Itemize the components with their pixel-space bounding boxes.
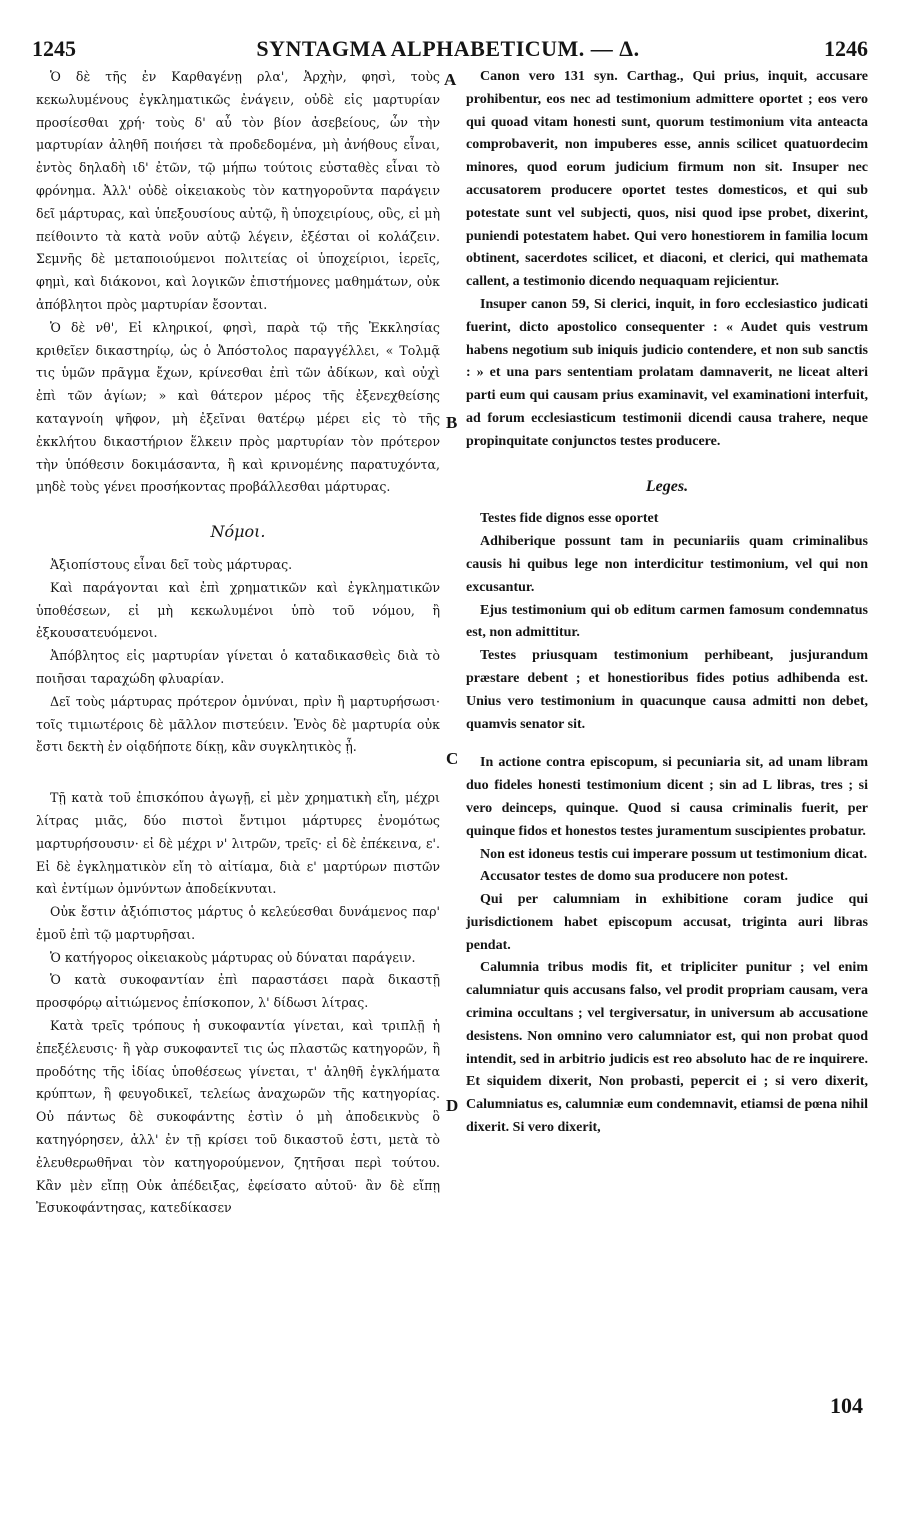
margin-letter-c: C xyxy=(446,749,459,768)
greek-paragraph-canon-59: Ὁ δὲ νθ', Εἰ κληρικοί, φησὶ, παρὰ τῷ τῆς Ἐκκλησίας κριθεῖεν δικαστηρίῳ, ὡς ὁ Ἀπόστολος παραγγέλλει, « Τολμᾷ τις ὑμῶν πρᾶγμα ἔχων, κρίνεσθαι ἐπὶ τῶν ἀδίκων, καὶ οὐχὶ ἐπὶ τῶν ἁγίων; » καὶ θάτερον μέρος τῆς ἐξενεχθείσης καταγνοίη ψῆφον, μὴ ἐξεῖναι θατέρῳ μέρει εἰς τὸ τῆς ἐκκλήτου δικαστήριον ἕλκειν πρὸς μαρτυρίαν τὸν πρότερον τὴν ὑπόθεσιν δοκιμάσαντα, ἢ καὶ κρινομένης παρατυχόντα, μηδὲ τοὺς γένει προσήκοντας προβάλλεσθαι μάρτυρας. xyxy=(36,319,440,495)
greek-column xyxy=(36,66,440,1220)
latin-law-6: Non est idoneus testis cui imperare possum ut testimonium dicat. xyxy=(480,846,868,862)
latin-law-2: Adhiberique possunt tam in pecuniariis quam criminalibus causis hi quibus lege non interdicitur testimonium, vel qui non excusantur. xyxy=(466,534,868,595)
margin-letter-d: D xyxy=(446,1096,459,1115)
latin-column xyxy=(466,66,868,1140)
greek-law-1: Ἀξιοπίστους εἶναι δεῖ τοὺς μάρτυρας. xyxy=(50,556,293,572)
page-number-left: 1245 xyxy=(32,36,76,61)
latin-law-3: Ejus testimonium qui ob editum carmen famosum condemnatus est, non admittitur. xyxy=(466,602,868,641)
running-title: SYNTAGMA ALPHABETICUM. — Δ. xyxy=(256,36,640,61)
page-header xyxy=(28,36,868,62)
latin-law-5: In actione contra episcopum, si pecuniaria sit, ad unam libram duo fideles honesti testimonium dicent ; sin ad L libras, tres ; si vero deinceps, quinque. Quod si causa criminalis fuerit, per quinque fidos et honestos testes juramentum suscipientes probatur. xyxy=(466,755,868,839)
latin-law-9: Calumnia tribus modis fit, et tripliciter punitur ; vel enim calumniatur quis accusans falso, vel prodit propriam causam, vera crimina occultans ; vel tergiversatur, in universum ab accusatione desistens. Non omnino vero calumniator est, qui non probat quod intendit, sed in arbitrio judicis est reo absoluto hac de re inquirere. Et siquidem dixerit, Non probasti, pepercit ei ; si vero dixerit, Calumniatus es, calumniæ eum condemnavit, etiamsi de pœna nihil dixerit. Si vero dixerit, xyxy=(466,960,868,1136)
page-number-right: 1246 xyxy=(824,36,868,61)
greek-section-heading: Νόμοι. xyxy=(210,522,266,542)
latin-law-8: Qui per calumniam in exhibitione coram judice qui jurisdictionem habet episcopum accusat, triginta auri libras pendat. xyxy=(466,892,868,953)
greek-law-9: Κατὰ τρεῖς τρόπους ἡ συκοφαντία γίνεται, καὶ τριπλῇ ἡ ἐπεξέλευσις· ἢ γὰρ συκοφαντεῖ τις ὡς πλαστῶς κατηγορῶν, ἢ προδότης τῆς ἰδίας ὑποθέσεως γίνεται, τ' ἀληθῆ ἐγκλήματα κρύπτων, ἢ φευγοδικεῖ, τελείως ἀναχωρῶν τῆς κατηγορίας. Οὐ πάντως δὲ συκοφάντης ἐστὶν ὁ μὴ ἀποδεικνὺς ὃ κατηγόρησεν, ἀλλ' ἐν τῇ κρίσει τοῦ δικαστοῦ ἐστι, μετὰ τὸ ἐλευθερωθῆναι τὸν κατηγορούμενον, ζητῆσαι περὶ τούτου. Κἂν μὲν εἴπῃ Οὐκ ἀπέδειξας, ἐφείσατο αὐτοῦ· ἂν δὲ εἴπῃ Ἐσυκοφάντησας, κατεδίκασεν xyxy=(36,1018,440,1216)
latin-law-7: Accusator testes de domo sua producere non potest. xyxy=(480,869,788,885)
greek-law-6: Οὐκ ἔστιν ἀξιόπιστος μάρτυς ὁ κελεύεσθαι δυνάμενος παρ' ἐμοῦ ἐπὶ τῷ μαρτυρῆσαι. xyxy=(36,904,440,942)
margin-letter-b: B xyxy=(446,413,458,432)
latin-law-1: Testes fide dignos esse oportet xyxy=(480,511,659,527)
latin-section-heading: Leges. xyxy=(645,477,689,495)
margin-letter-a: A xyxy=(444,70,457,89)
latin-law-4: Testes priusquam testimonium perhibeant, jusjurandum præstare debent ; et honestioribus fides potius adhibenda est. Unius vero testimonium in quacunque causa admitti non debet, quamvis senator sit. xyxy=(466,648,868,732)
greek-law-8: Ὁ κατὰ συκοφαντίαν ἐπὶ παραστάσει παρὰ δικαστῇ προσφόρῳ αἰτιώμενος ἐπίσκοπον, λ' δίδωσι λίτρας. xyxy=(36,972,440,1011)
latin-paragraph-canon-131: Canon vero 131 syn. Carthag., Qui prius, inquit, accusare prohibentur, eos nec ad testimonium admittere oportet ; eos vero qui quoad vitam honesti sunt, quorum testimonium vita anteacta comprobaverit, non impuberes esse, annis scilicet quatuordecim minores, quod eorum judicium firmum non sit. Insuper nec accusatorem producere oportet testes domesticos, et qui sub potestate sunt vel subjecti, quos, nisi quod ipse probet, dixerint, puniendi potestatem habet. Qui vero honestiorem in familia locum obtinent, sacerdotes scilicet, et diaconi, et clerici, qui mathemata callent, a testimonio dicendo nequaquam rejicientur. xyxy=(466,69,868,290)
greek-law-3: Ἀπόβλητος εἰς μαρτυρίαν γίνεται ὁ καταδικασθεὶς διὰ τὸ ποιῆσαι ταραχώδη φλυαρίαν. xyxy=(36,648,440,686)
greek-law-4: Δεῖ τοὺς μάρτυρας πρότερον ὀμνύναι, πρὶν ἢ μαρτυρήσωσι· τοῖς τιμιωτέροις δὲ μᾶλλον πιστεύειν. Ἑνὸς δὲ μαρτυρία οὐκ ἔστι δεκτὴ ἐν οἱᾳδήποτε δίκῃ, κἂν συγκλητικὸς ᾖ. xyxy=(36,693,440,755)
greek-paragraph-canon-131: Ὁ δὲ τῆς ἐν Καρθαγένῃ ρλα', Ἀρχὴν, φησὶ, τοὺς κεκωλυμένους ἐγκληματικῶς ἐνάγειν, οὐδὲ εἰς μαρτυρίαν προσίεσθαι χρή· τοὺς δ' αὖ τὸν βίον ἀσεβείους, ὧν τὴν μαρτυρίαν ἀληθῆ ποιήσει τὰ προδεδομένα, μὴ ἀνήθους εἶναι, ἐντὸς δηλαδὴ ιδ' ἐτῶν, τῷ μήπω τούτοις εὐσταθὲς εἶναι τὸ φρόνημα. Ἀλλ' οὐδὲ οἰκειακοὺς τὸν κατηγοροῦντα παράγειν δεῖ μάρτυρας, καὶ ὑπεξουσίους αὐτῷ, ἢ ὑποχειρίους, οὓς, εἰ μὴ πείθοιντο τὰ κατὰ νοῦν αὐτῷ λέγειν, ἐξέσται οἱ κολάζειν. Σεμνῆς δὲ μεταποιούμενοι πολιτείας οἱ ὑποχείριοι, ἱερεῖς, φημὶ, καὶ διάκονοι, καὶ λογικῶν ἐπιστήμονες μαθημάτων, οὐκ ἀπόβλητοι πρὸς μαρτυρίαν ἔσονται. xyxy=(36,69,440,312)
greek-law-7: Ὁ κατήγορος οἰκειακοὺς μάρτυρας οὐ δύναται παράγειν. xyxy=(50,949,416,965)
latin-paragraph-canon-59: Insuper canon 59, Si clerici, inquit, in foro ecclesiastico judicati fuerint, dicto apostolico consequenter : « Audet quis vestrum habens negotium sub iniquis judicio contendere, et non sub sanctis : » et una pars sententiam prolatam damnaverit, ne liceat alteri parti eum qui causam prius examinavit, vel examinationi interfuit, ad forum ecclesiasticum testimonii dicendi causa trahere, neque propinquitate conjunctos testes producere. xyxy=(466,296,868,449)
greek-law-2: Καὶ παράγονται καὶ ἐπὶ χρηματικῶν καὶ ἐγκληματικῶν ὑποθέσεων, εἰ μὴ κεκωλυμένοι ὑπὸ τοῦ νόμου, ἢ ἐξκουσατευόμενοι. xyxy=(36,579,440,641)
footer-page-number: 104 xyxy=(830,1393,863,1418)
greek-law-5: Τῇ κατὰ τοῦ ἐπισκόπου ἀγωγῇ, εἰ μὲν χρηματικὴ εἴη, μέχρι λίτρας μιᾶς, δύο πιστοὶ ἔντιμοι μάρτυρες ἐνομότως μαρτυρήσουσιν· εἰ δὲ μέχρι ν' λιτρῶν, τρεῖς· εἰ δὲ ἐπέκεινα, ε'. Εἰ δὲ ἐγκληματικὸν εἴη τὸ αἰτίαμα, διὰ ε' μαρτύρων πιστῶν καὶ ἐντίμων ὀμνύντων ἀποδείκνυται. xyxy=(36,790,440,897)
